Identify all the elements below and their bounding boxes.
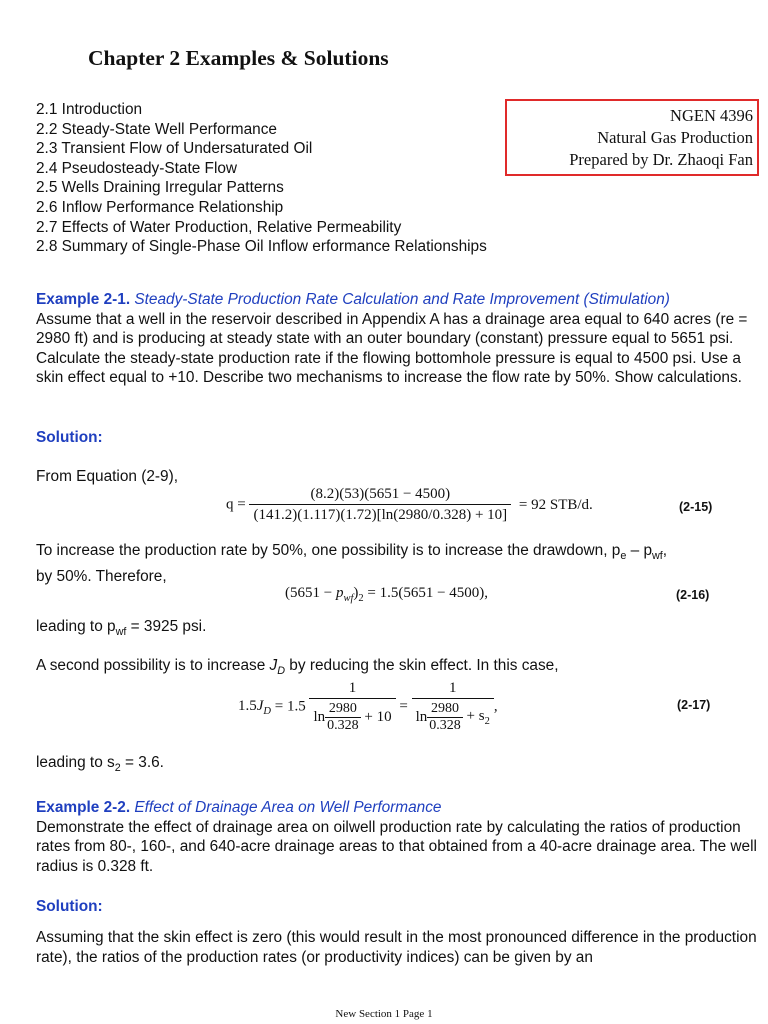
plus-s2: + $s_2$ xyxy=(466,708,490,727)
eq17-fraction-2 xyxy=(412,680,494,734)
toc-item: 2.8 Summary of Single-Phase Oil Inflow erformance Relationships xyxy=(36,238,487,256)
example-2-label: Example 2-2. xyxy=(36,799,131,816)
eq15-fraction xyxy=(249,486,511,524)
solution-heading: Solution: xyxy=(36,429,103,446)
eq17-lhs: $1.5J_D$ xyxy=(238,697,272,717)
eq17-denominator xyxy=(309,698,395,734)
eq16-part: ) xyxy=(353,585,359,601)
text-run: = 3.6. xyxy=(120,754,164,771)
equation-2-16 xyxy=(285,585,488,604)
subscript: e xyxy=(620,550,627,563)
course-info-box xyxy=(505,99,759,176)
equation-2-15 xyxy=(226,486,593,524)
eq16-part: = 1.5(5651 − 4500), xyxy=(363,585,489,601)
table-of-contents xyxy=(36,100,487,257)
toc-item: 2.4 Pseudosteady-State Flow xyxy=(36,159,238,177)
plus-ten: + 10 xyxy=(364,709,392,725)
text-run: J xyxy=(269,657,278,674)
subscript: 2 xyxy=(114,762,121,775)
eq15-denominator: (141.2)(1.117)(1.72)[ln(2980/0.328) + 10] xyxy=(249,504,511,524)
equation-number: (2-16) xyxy=(676,588,710,602)
increase-drawdown-text xyxy=(36,541,766,586)
equation-2-17 xyxy=(238,680,498,750)
example-2-solution-body: Assuming that the skin effect is zero (this would result in the most pronounced difference in the production rate), the ratios of the production rates (or productivity indices) can be given by an xyxy=(36,929,757,966)
course-name: Natural Gas Production xyxy=(597,128,753,147)
eq17-denominator xyxy=(412,698,494,734)
text-run: , xyxy=(662,542,668,559)
text-run: by 50%. Therefore, xyxy=(36,567,167,585)
ratio-fraction: $\frac{2980}{0.328}$ xyxy=(327,701,359,733)
eq17-fraction-1 xyxy=(309,680,395,734)
toc-item: 2.6 Inflow Performance Relationship xyxy=(36,198,284,216)
eq17-equals: = xyxy=(399,698,408,715)
eq16-pwf: p xyxy=(335,585,344,601)
eq15-rhs: = 92 STB/d. xyxy=(518,496,593,513)
subscript: wf xyxy=(115,626,127,639)
example-2-block xyxy=(36,798,766,876)
example-2-title: Effect of Drainage Area on Well Performance xyxy=(134,799,442,816)
toc-item: 2.5 Wells Draining Irregular Patterns xyxy=(36,179,284,197)
subscript: D xyxy=(277,665,286,678)
second-possibility-text xyxy=(36,657,559,677)
ratio-fraction: $\frac{2980}{0.328}$ xyxy=(429,701,461,733)
eq16-pwf-sub: wf xyxy=(343,593,354,604)
eq16-sub2: 2 xyxy=(358,593,364,604)
text-run: – p xyxy=(626,542,652,559)
example-1-block xyxy=(36,290,766,388)
solution-heading: Solution: xyxy=(36,898,103,915)
toc-item: 2.7 Effects of Water Production, Relative Permeability xyxy=(36,218,402,236)
text-run: To increase the production rate by 50%, one possibility is to increase the drawdown, p xyxy=(36,542,621,559)
from-equation-text: From Equation (2-9), xyxy=(36,468,178,485)
example-1-label: Example 2-1. xyxy=(36,291,131,308)
subscript: wf xyxy=(652,550,663,563)
ln-text: ln xyxy=(415,709,428,725)
eq17-equals: = 1.5 xyxy=(274,698,306,715)
text-run: A second possibility is to increase xyxy=(36,657,270,674)
page-title: Chapter 2 Examples & Solutions xyxy=(88,46,389,70)
course-code: NGEN 4396 xyxy=(670,106,753,125)
leading-pwf-text xyxy=(36,618,206,638)
eq16-part: (5651 − xyxy=(285,585,336,601)
text-run: leading to s xyxy=(36,754,115,771)
equation-number: (2-15) xyxy=(679,500,713,514)
toc-item: 2.3 Transient Flow of Undersaturated Oil xyxy=(36,140,313,158)
leading-s2-text xyxy=(36,754,164,774)
course-author: Prepared by Dr. Zhaoqi Fan xyxy=(569,150,753,169)
toc-item: 2.2 Steady-State Well Performance xyxy=(36,120,277,138)
eq15-lhs: q = xyxy=(226,496,246,513)
text-run: = 3925 psi. xyxy=(126,618,207,635)
toc-item: 2.1 Introduction xyxy=(36,101,143,118)
text-run: by reducing the skin effect. In this case, xyxy=(285,657,559,674)
ln-text: ln xyxy=(313,709,326,725)
example-1-body: Assume that a well in the reservoir described in Appendix A has a drainage area equal to 640 acres (re = 2980 ft) and is producing at steady state with an outer boundary (constant) pressure equal to 5651 psi. Calculate the steady-state production rate if the flowing bottomhole pressure is equal to 4500 psi. Use a skin effect equal to +10. Describe two mechanisms to increase the flow rate by 50%. Show calculations. xyxy=(36,310,748,387)
equation-number: (2-17) xyxy=(677,698,711,712)
eq17-comma: , xyxy=(493,698,498,715)
example-1-title: Steady-State Production Rate Calculation and Rate Improvement (Stimulation) xyxy=(134,291,670,308)
example-2-body: Demonstrate the effect of drainage area on oilwell production rate by calculating the ratios of production rates from 80-, 160-, and 640-acre drainage areas to that obtained from a 40-acre drainage area. The well radius is 0.328 ft. xyxy=(36,818,757,875)
page-footer: New Section 1 Page 1 xyxy=(335,1008,433,1020)
text-run: leading to p xyxy=(36,618,116,635)
eq15-numerator: (8.2)(53)(5651 − 4500) xyxy=(310,486,451,502)
eq17-numerator: 1 xyxy=(348,680,357,696)
eq17-numerator: 1 xyxy=(448,680,457,696)
